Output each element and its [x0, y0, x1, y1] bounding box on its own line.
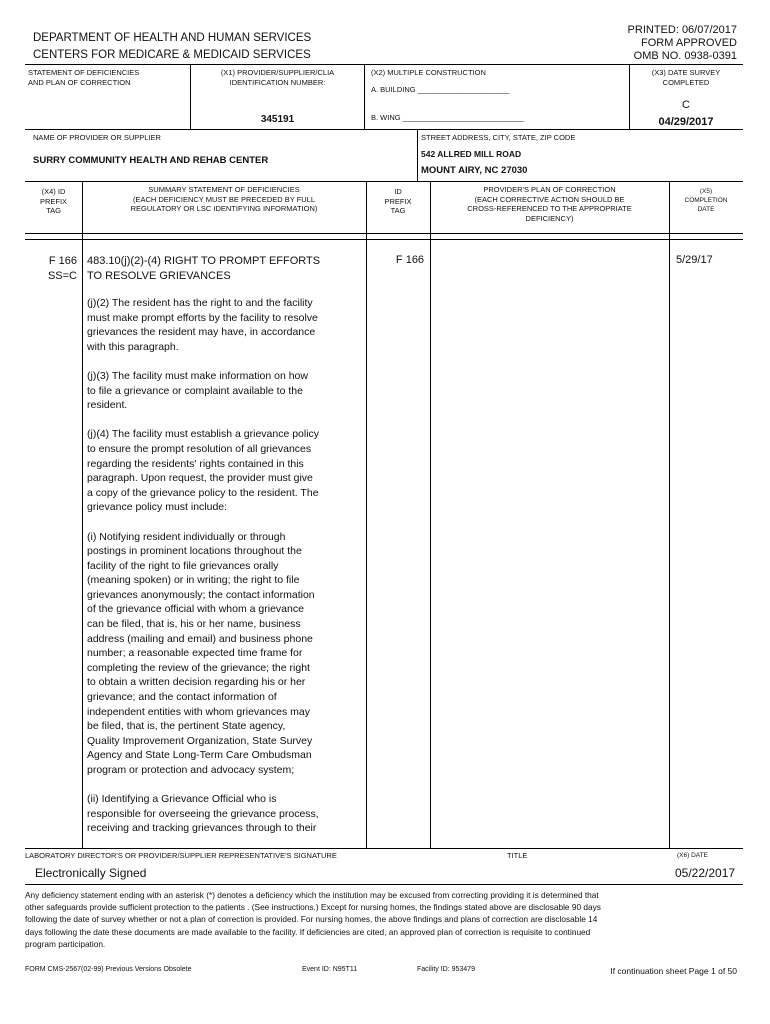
id-header: ID PREFIX TAG [384, 187, 412, 215]
table-bottom [25, 848, 743, 849]
wing-label: B. WING _____________________________ [371, 113, 524, 122]
deficiency-tag: F 166 SS=C [47, 255, 77, 282]
deficiency-title: 483.10(j)(2)-(4) RIGHT TO PROMPT EFFORTS TO RESOLVE GRIEVANCES [87, 255, 321, 282]
survey-date: 04/29/2017 [658, 116, 714, 128]
department-name: DEPARTMENT OF HEALTH AND HUMAN SERVICES [33, 32, 312, 44]
completion-date: 5/29/17 [676, 254, 713, 266]
footnote: Any deficiency statement ending with an asterisk (*) denotes a deficiency which the institution may be excused from correcting providing it is determined that other safeguards provide sufficient protection to the patients . (See instructions.) Except for nursing homes, the findings stated above are disclosable 90 days following the date of survey whether or not a plan of correction is provided. For nursing homes, the above findings and plans of correction are disclosable 14 days following the date these documents are made available to the facility. If deficiencies are cited, an approved plan of correction is requisite to continued program participation. [25, 890, 601, 949]
col-line-4 [669, 181, 670, 848]
street-address: 542 ALLRED MILL ROAD [421, 149, 522, 159]
printed-date: PRINTED: 06/07/2017 [627, 24, 737, 36]
col-line-3 [430, 181, 431, 848]
paragraph: (j)(2) The resident has the right to and the facility must make prompt efforts by the facility to resolve grievances the resident may have, in accordance with this paragraph. [87, 297, 318, 353]
event-id: Event ID: N95T11 [302, 966, 358, 973]
facility-id: Facility ID: 953479 [417, 966, 475, 973]
paragraph: (ii) Identifying a Grievance Official who is responsible for overseeing the grievance process, receiving and tracking grievances through to their [87, 793, 319, 835]
x4-header: (X4) ID PREFIX TAG [39, 187, 68, 215]
survey-code: C [682, 99, 690, 111]
building-label: A. BUILDING ______________________ [371, 85, 510, 94]
id-prefix-tag: F 166 [395, 254, 425, 266]
column-header-double [25, 239, 743, 240]
agency-name: CENTERS FOR MEDICARE & MEDICAID SERVICES [33, 49, 311, 61]
deficiency-text [87, 296, 362, 836]
city-state-zip: MOUNT AIRY, NC 27030 [421, 165, 528, 176]
paragraph: (i) Notifying resident individually or through postings in prominent locations throughout the facility of the right to file grievances orally (meaning spoken) or in writing; the right to file grievances anonymously; the contact information of the grievance official with whom a grievance can be filed, that is, his or her name, business address (mailing and email) and business phone number; a reasonable expected time frame for completing the review of the grievance; the right to obtain a written decision regarding his or her grievance; and the contact information of independent entities with whom grievances may be filed, that is, the pertinent State agency, Quality Improvement Organization, State Survey Agency and State Long-Term Care Ombudsman program or protection and advocacy system; [87, 530, 315, 776]
provider-name-label: NAME OF PROVIDER OR SUPPLIER [33, 133, 161, 142]
column-header-bottom [25, 233, 743, 234]
x5-header: (X5) COMPLETION DATE [684, 188, 728, 213]
address-divider [417, 129, 418, 181]
top-border [25, 64, 743, 65]
signature-date: 05/22/2017 [675, 866, 736, 880]
paragraph: (j)(3) The facility must make information on how to file a grievance or complaint available to the resident. [87, 369, 308, 412]
signature-label: LABORATORY DIRECTOR'S OR PROVIDER/SUPPLIER REPRESENTATIVE'S SIGNATURE [25, 851, 337, 860]
page-continuation: If continuation sheet Page 1 of 50 [610, 966, 737, 976]
form-approved: FORM APPROVED [641, 37, 737, 49]
address-label: STREET ADDRESS, CITY, STATE, ZIP CODE [421, 133, 576, 142]
provider-name: SURRY COMMUNITY HEALTH AND REHAB CENTER [33, 155, 269, 166]
x1-label: (X1) PROVIDER/SUPPLIER/CLIA IDENTIFICATION NUMBER: [220, 68, 335, 87]
col-line-2 [366, 181, 367, 848]
signature-bottom [25, 884, 743, 885]
paragraph: (j)(4) The facility must establish a grievance policy to ensure the prompt resolution of all grievances regarding the residents' rights contained in this paragraph. Upon request, the provider must give a copy of the grievance policy to the resident. The grievance policy must include: [87, 428, 320, 514]
signature-value: Electronically Signed [35, 866, 147, 880]
provider-box-bottom [25, 181, 743, 182]
x2-label: (X2) MULTIPLE CONSTRUCTION [371, 68, 486, 77]
provider-id-number: 345191 [260, 114, 295, 125]
col-line-1 [82, 181, 83, 848]
omb-number: OMB NO. 0938-0391 [633, 50, 737, 62]
signature-date-label: (X6) DATE [677, 852, 708, 859]
top-box-bottom [25, 129, 743, 130]
statement-label: STATEMENT OF DEFICIENCIES AND PLAN OF CORRECTION [28, 68, 140, 87]
title-label: TITLE [507, 851, 528, 860]
plan-header: PROVIDER'S PLAN OF CORRECTION (EACH CORRECTIVE ACTION SHOULD BE CROSS-REFERENCED TO THE APPROPRIATE DEFICIENCY) [467, 185, 632, 223]
form-number: FORM CMS-2567(02-99) Previous Versions Obsolete [25, 966, 192, 973]
summary-header: SUMMARY STATEMENT OF DEFICIENCIES (EACH DEFICIENCY MUST BE PRECEDED BY FULL REGULATORY OR LSC IDENTIFYING INFORMATION) [130, 185, 318, 213]
x3-label: (X3) DATE SURVEY COMPLETED [651, 68, 721, 87]
